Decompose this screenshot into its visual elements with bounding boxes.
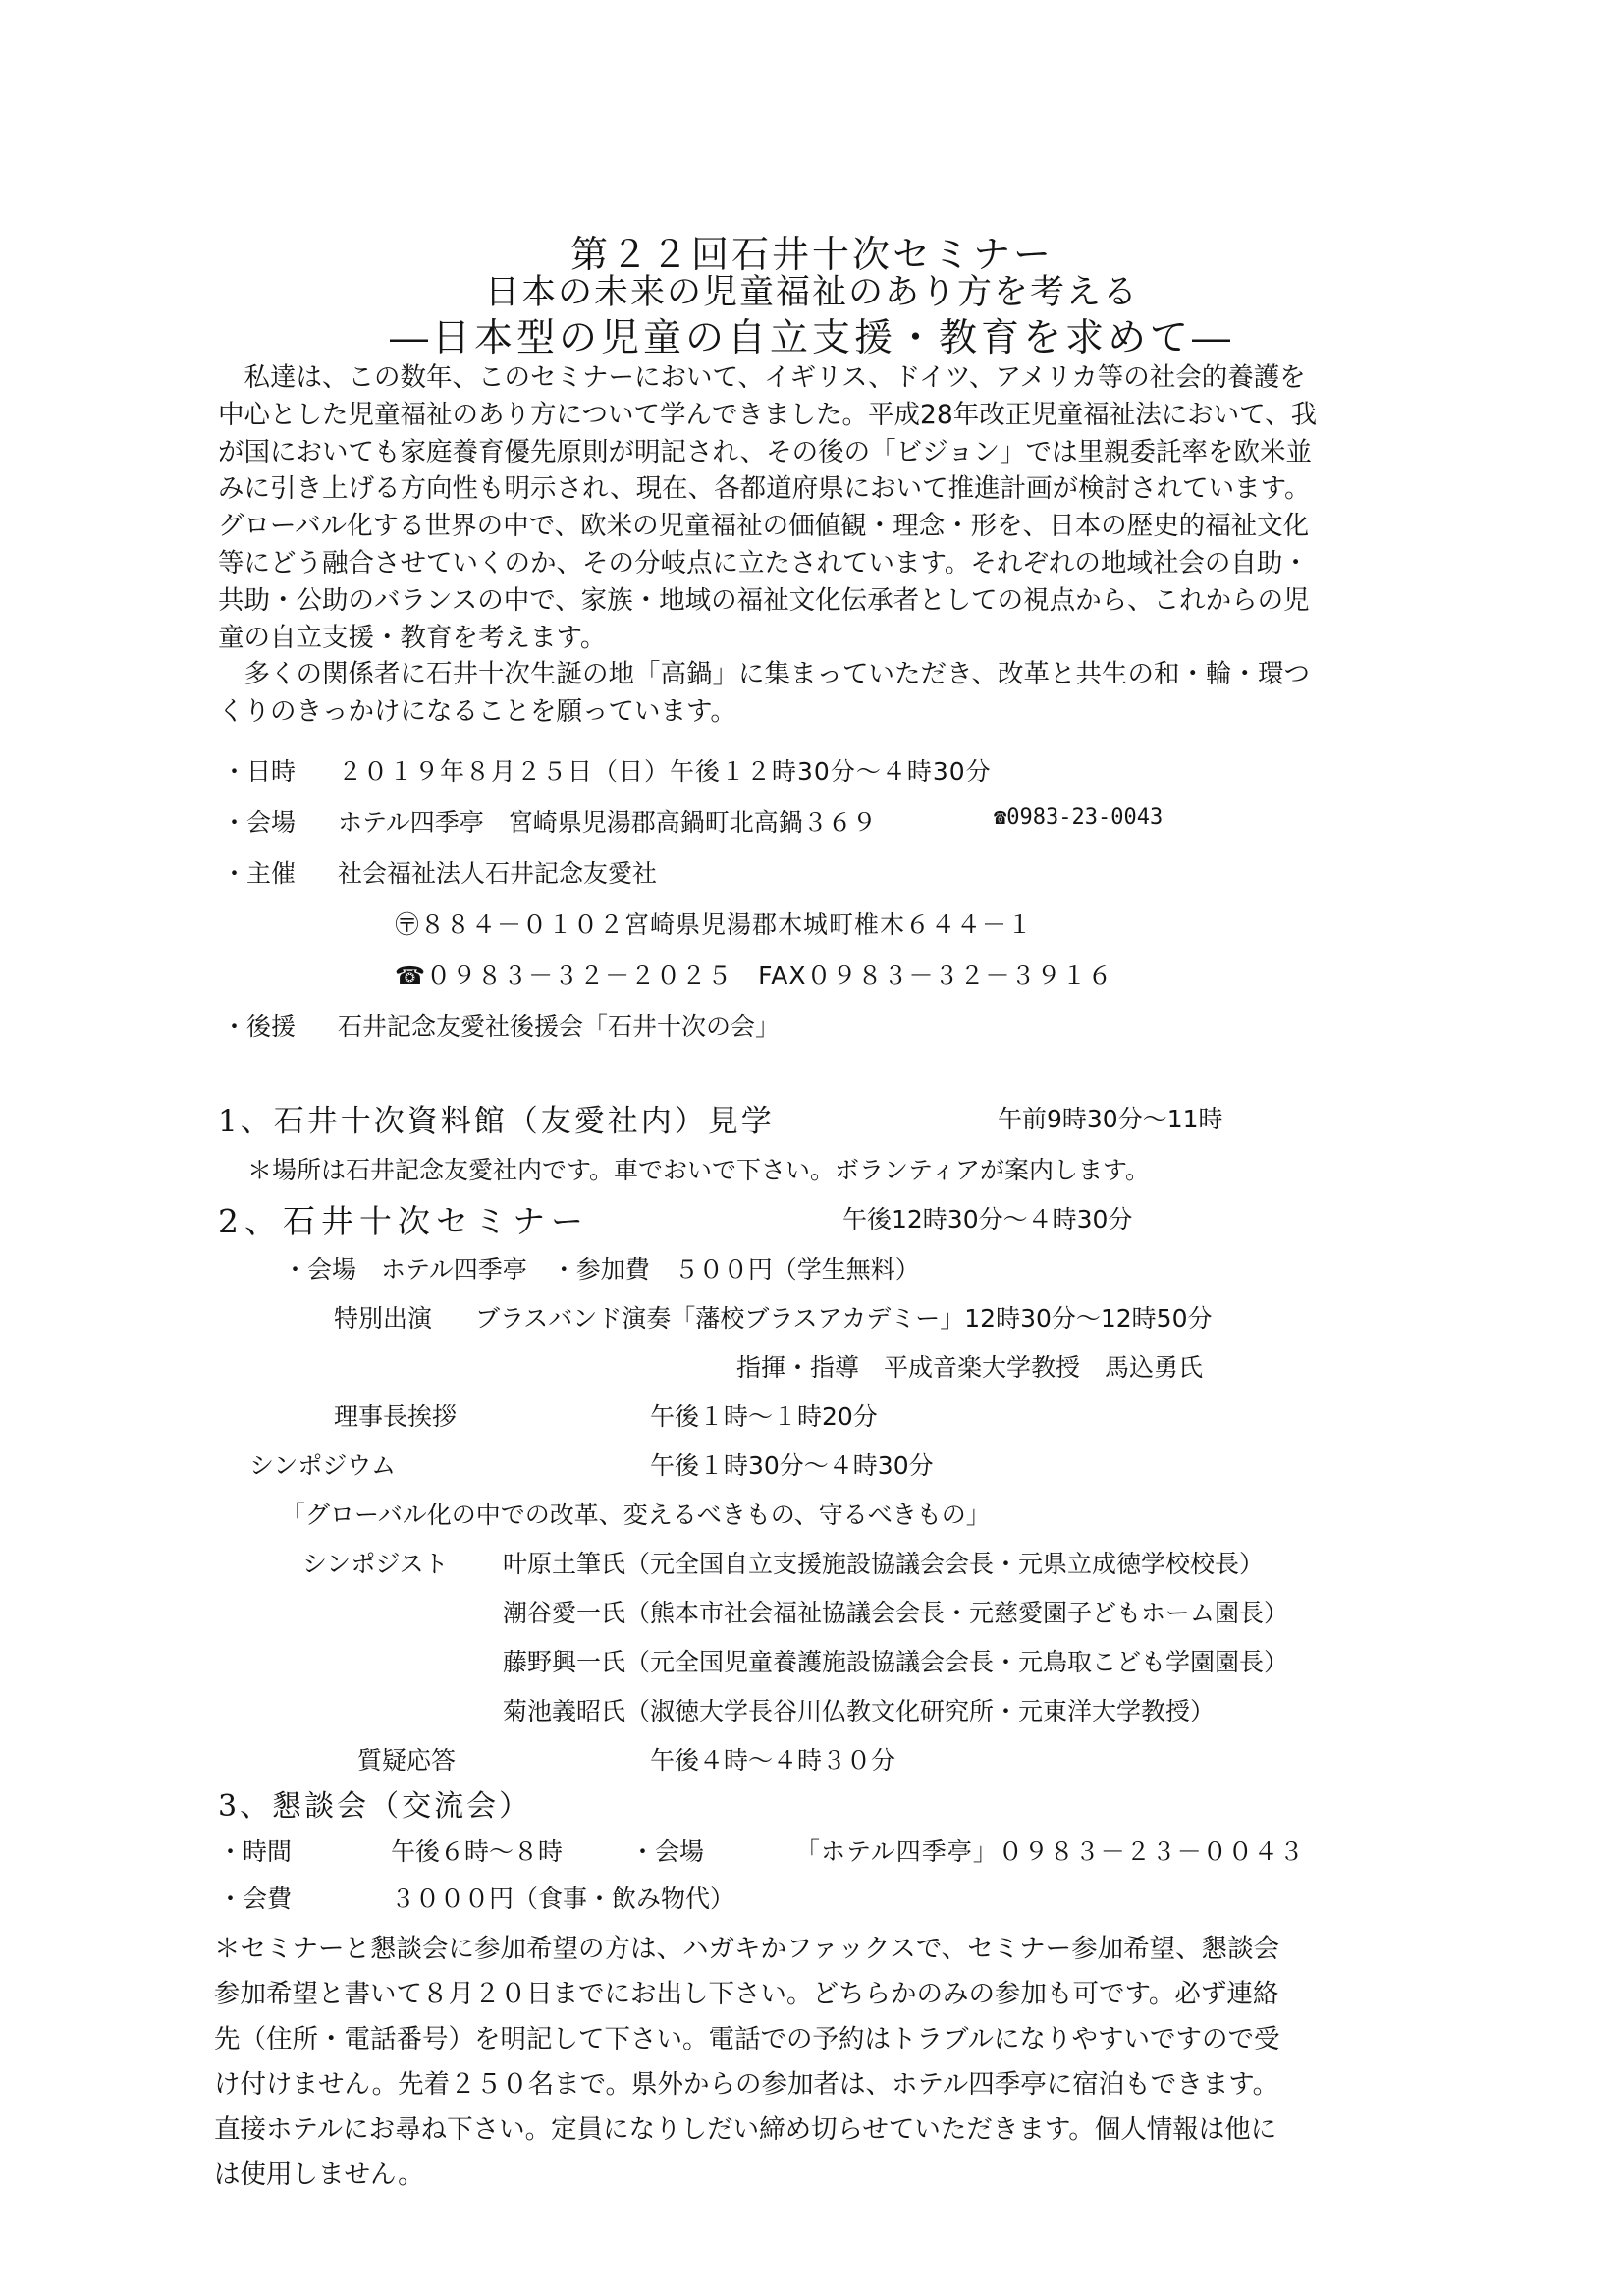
symposium-theme: 「グローバル化の中での改革、変えるべきもの、守るべきもの」: [281, 1501, 991, 1529]
section-1-note: ＊場所は石井記念友愛社内です。車でおいで下さい。ボランティアが案内します。: [247, 1156, 1151, 1184]
intro-line: 童の自立支援・教育を考えます。: [218, 622, 607, 653]
panelist: 叶原土筆氏（元全国自立支援施設協議会会長・元県立成徳学校校長）: [503, 1550, 1265, 1578]
panelist: 菊池義昭氏（淑徳大学長谷川仏教文化研究所・元東洋大学教授）: [503, 1697, 1216, 1725]
s3-fee-value: ３０００円（食事・飲み物代）: [391, 1885, 735, 1913]
host-address: 〶８８４－０１０２宮崎県児湯郡木城町椎木６４４－１: [395, 910, 1034, 939]
intro-line: くりのきっかけになることを願っています。: [218, 696, 736, 728]
note-line: 先（住所・電話番号）を明記して下さい。電話での予約はトラブルになりやすいですので受: [214, 2024, 1280, 2054]
application-note: [214, 1927, 1432, 2198]
section-1-title: 1、石井十次資料館（友愛社内）見学: [218, 1104, 775, 1139]
venue-label: ・会場: [222, 808, 297, 837]
s3-fee-label: ・会費: [218, 1885, 293, 1913]
intro-line: みに引き上げる方向性も明示され、現在、各都道府県において推進計画が検討されています。: [218, 473, 1311, 505]
section-2-title: 2、石井十次セミナー: [218, 1202, 589, 1240]
note-line: け付けません。先着２５０名まで。県外からの参加者は、ホテル四季亭に宿泊もできます。: [214, 2069, 1279, 2100]
intro-paragraph: [218, 359, 1435, 731]
greeting-time: 午後１時～１時20分: [650, 1402, 878, 1431]
note-line: ＊セミナーと懇談会に参加希望の方は、ハガキかファックスで、セミナー参加希望、懇談会: [214, 1934, 1280, 1964]
qa-time: 午後４時～４時３０分: [650, 1746, 896, 1775]
intro-line: 私達は、この数年、このセミナーにおいて、イギリス、ドイツ、アメリカ等の社会的養護を: [218, 362, 1306, 393]
intro-line: が国においても家庭養育優先原則が明記され、その後の「ビジョン」では里親委託率を欧米並: [218, 436, 1313, 467]
s3-time-value: 午後６時～８時: [391, 1837, 564, 1866]
section-1-time: 午前9時30分～11時: [998, 1105, 1223, 1133]
s3-venue-value: 「ホテル四季亭」０９８３－２３－００４３: [795, 1837, 1305, 1866]
page-subtitle: 日本の未来の児童福祉のあり方を考える: [484, 273, 1139, 312]
special-value: ブラスバンド演奏「藩校ブラスアカデミー」12時30分～12時50分: [475, 1304, 1213, 1333]
support-value: 石井記念友愛社後援会「石井十次の会」: [338, 1012, 781, 1041]
support-label: ・後援: [222, 1012, 297, 1041]
section-2-venue: ・会場 ホテル四季亭 ・参加費 ５００円（学生無料）: [283, 1255, 920, 1284]
intro-line: 等にどう融合させていくのか、その分岐点に立たされています。それぞれの地域社会の自助・: [218, 547, 1309, 578]
note-line: 参加希望と書いて８月２０日までにお出し下さい。どちらかのみの参加も可です。必ず連絡: [214, 1979, 1279, 2009]
qa-label: 質疑応答: [357, 1746, 457, 1775]
s3-time-label: ・時間: [218, 1837, 293, 1866]
intro-line: グローバル化する世界の中で、欧米の児童福祉の価値観・理念・形を、日本の歴史的福祉文化: [218, 511, 1310, 542]
note-line: は使用しません。: [214, 2159, 424, 2190]
panelist: 潮谷愛一氏（熊本市社会福祉協議会会長・元慈愛園子どもホーム園長）: [503, 1599, 1289, 1627]
page-theme: ―日本型の児童の自立支援・教育を求めて―: [389, 316, 1234, 360]
panelist: 藤野興一氏（元全国児童養護施設協議会会長・元鳥取こども学園園長）: [503, 1648, 1289, 1676]
date-value: ２０１９年８月２５日（日）午後１２時30分～４時30分: [338, 757, 992, 786]
special-label: 特別出演: [334, 1304, 433, 1333]
date-label: ・日時: [222, 757, 297, 786]
page-title: 第２２回石井十次セミナー: [569, 233, 1054, 276]
intro-line: 多くの関係者に石井十次生誕の地「高鍋」に集まっていただき、改革と共生の和・輪・環つ: [218, 659, 1310, 690]
conductor: 指揮・指導 平成音楽大学教授 馬込勇氏: [736, 1353, 1204, 1382]
host-tel: ☎０９８３－３２－２０２５ FAX０９８３－３２－３９１６: [395, 961, 1113, 990]
symposium-label: シンポジウム: [249, 1451, 397, 1480]
section-2-time: 午後12時30分～４時30分: [842, 1205, 1133, 1233]
host-label: ・主催: [222, 859, 297, 888]
symposium-time: 午後１時30分～４時30分: [650, 1451, 934, 1480]
s3-venue-label: ・会場: [630, 1837, 705, 1866]
panelist-label: シンポジスト: [302, 1550, 449, 1578]
intro-line: 中心とした児童福祉のあり方について学んできました。平成28年改正児童福祉法において、我: [218, 399, 1318, 430]
venue-tel: ☎0983-23-0043: [994, 805, 1164, 830]
section-3-title: 3、懇談会（交流会）: [218, 1789, 532, 1824]
host-value: 社会福祉法人石井記念友愛社: [338, 859, 658, 888]
venue-value: ホテル四季亭 宮崎県児湯郡高鍋町北高鍋３６９: [338, 808, 877, 837]
note-line: 直接ホテルにお尋ね下さい。定員になりしだい締め切らせていただきます。個人情報は他に: [214, 2114, 1277, 2145]
greeting-label: 理事長挨拶: [334, 1402, 458, 1431]
intro-line: 共助・公助のバランスの中で、家族・地域の福祉文化伝承者としての視点から、これからの児: [218, 584, 1310, 616]
